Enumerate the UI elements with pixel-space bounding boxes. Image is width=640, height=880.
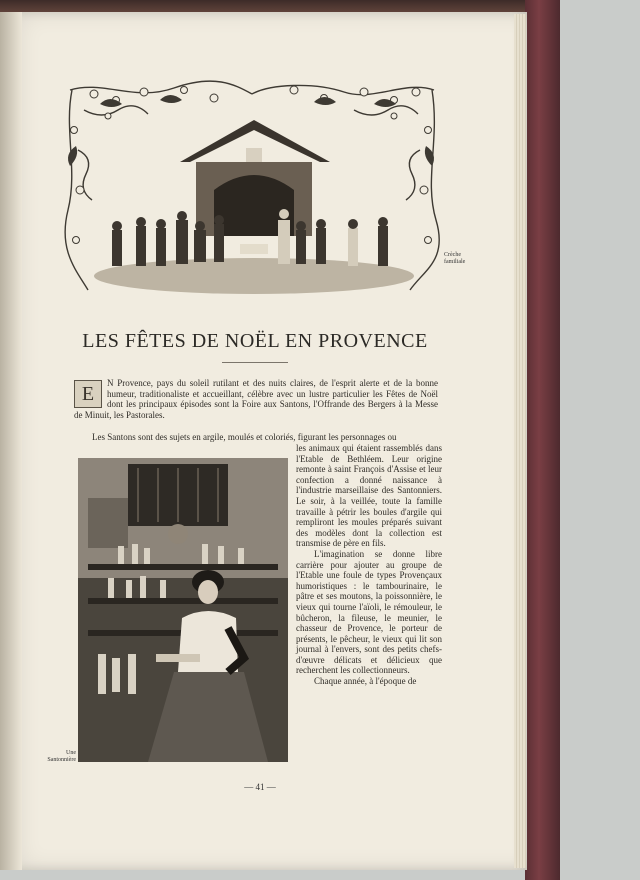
santonniere-caption-line-2: Santonnière (47, 757, 76, 763)
santons-paragraph-start: Les Santons sont des sujets en argile, moulés et coloriés, figurant les personnages ou (92, 432, 397, 442)
creche-caption (444, 252, 465, 266)
santonniere-photo (78, 458, 288, 762)
intro-paragraph (74, 378, 438, 420)
book-cover-edge (525, 0, 560, 880)
right-column-paragraph-3: Chaque année, à l'époque de (314, 676, 417, 687)
page-number: — 41 — (244, 782, 276, 792)
santonniere-photo-drawing (78, 458, 288, 762)
right-column-paragraph-1: les animaux qui étaient rassemblés dans l'Etable de Bethléem. Leur origine remonte à saint François d'Assise et leur confection a donné naissance à l'industrie marseillaise des Santonniers. Le soir, à la veillée, toute la famille travaille à pétrir les boules d'argile qui rempliront les moules préparés suivant des modèles dont la collection est transmise de père en fils. (296, 443, 442, 549)
intro-text: N Provence, pays du soleil rutilant et des nuits claires, de l'esprit alerte et de la bonne humeur, traditionaliste et accueillant, célèbre avec un lustre particulier les Fêtes de Noël dont les principaux épisodes sont la Foire aux Santons, l'Offrande des Bergers à la Messe de Minuit, les Pastorales. (74, 378, 438, 420)
santonniere-caption-line-1: Une (66, 750, 76, 756)
dropcap-letter: E (74, 380, 102, 408)
creche-caption-line-2: familiale (444, 259, 466, 265)
page-gutter (0, 12, 22, 870)
santonniere-caption (40, 750, 76, 764)
right-column-paragraph-2: L'imagination se donne libre carrière pour ajouter au groupe de l'Etable une foule de types Provençaux humoristiques : le tambourinaire, le pâtre et ses moutons, la poissonnière, le vieux qui tourne l'aïoli, le rémouleur, le bûcheron, la fileuse, le meunier, le chasseur de Provence, le porteur de présents, le pêcheur, le vieux qui lit son journal à l'envers, sont des petits chefs-d'œuvre délicats et délicieux que recherchent les collectionneurs. (296, 548, 442, 676)
title-divider (222, 362, 288, 363)
creche-illustration (64, 80, 440, 296)
article-title: LES FÊTES DE NOËL EN PROVENCE (82, 330, 428, 352)
page-edges (514, 14, 526, 868)
creche-caption-line-1: Crèche (444, 252, 461, 258)
right-column-text (296, 443, 442, 687)
creche-frame-drawing (64, 80, 440, 296)
